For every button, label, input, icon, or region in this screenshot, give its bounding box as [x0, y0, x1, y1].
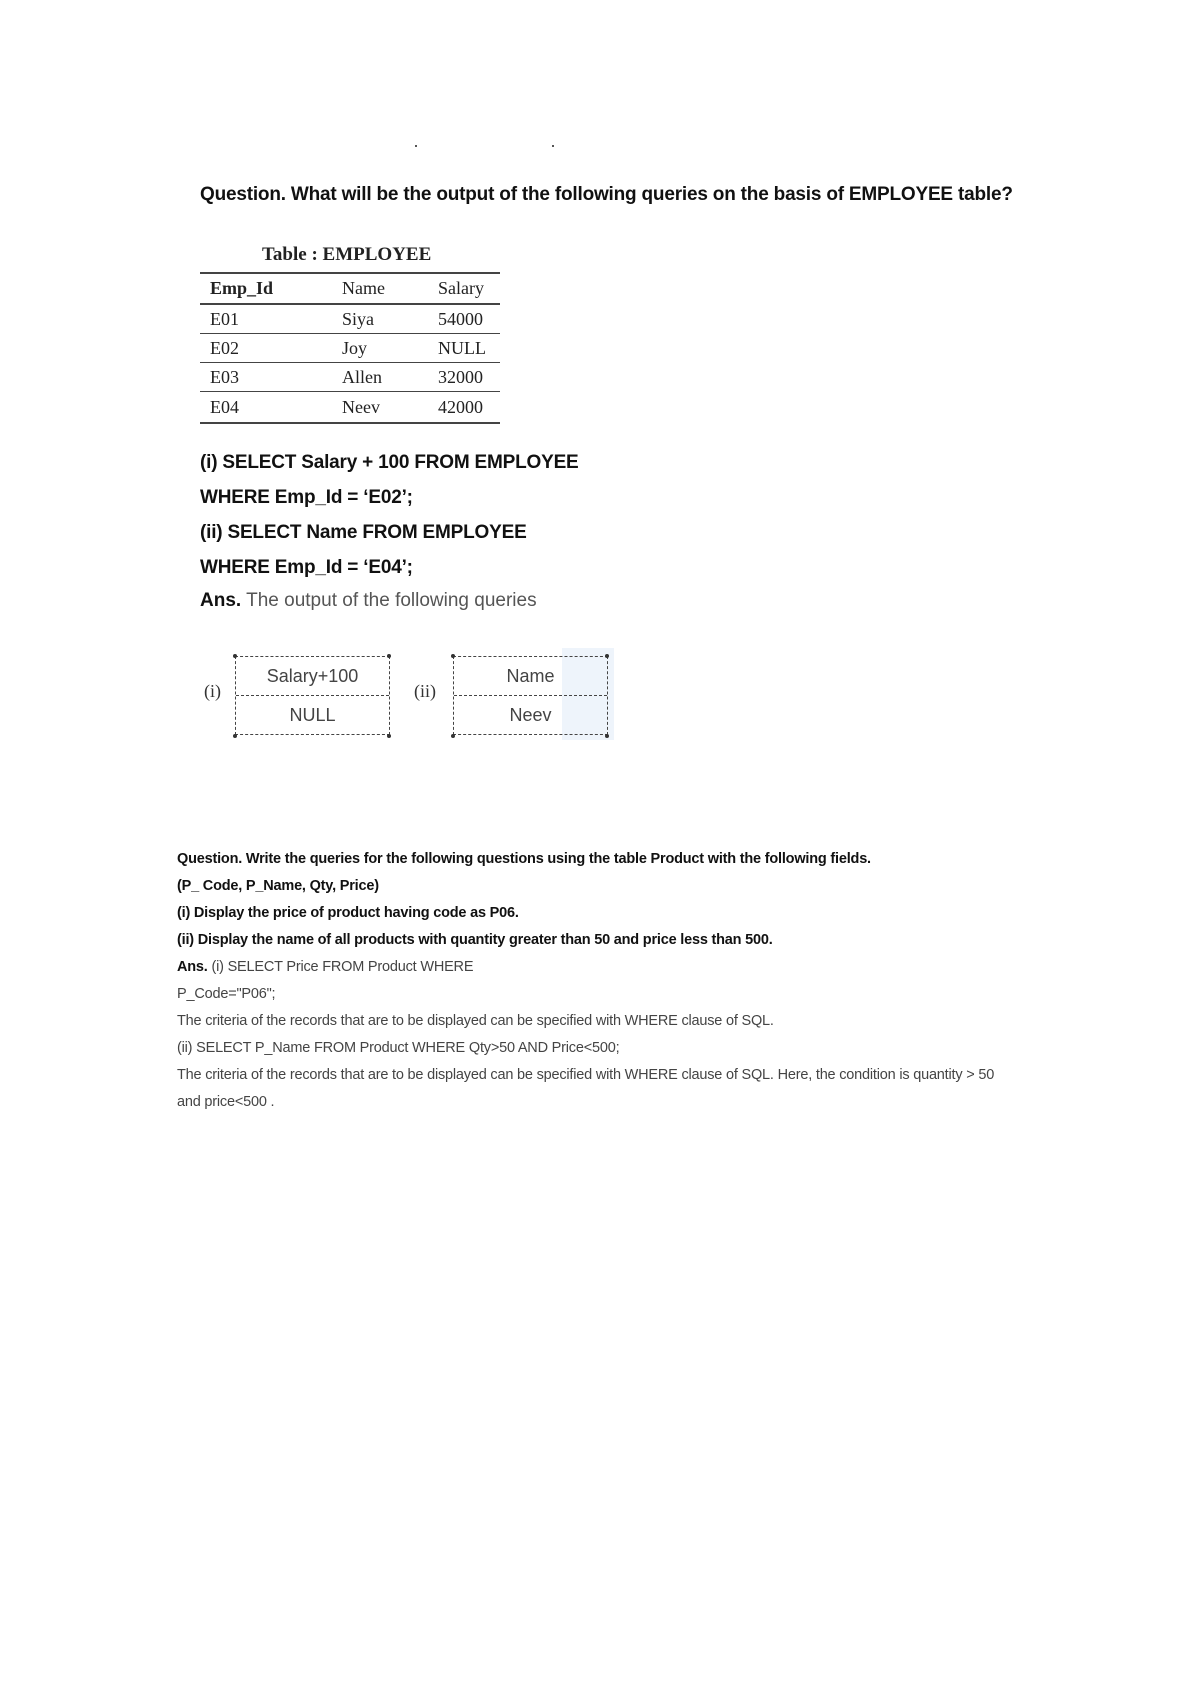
corner-dot: [605, 654, 609, 658]
question1-title: Question. What will be the output of the following queries on the basis of EMPLOYEE table?: [200, 184, 1013, 205]
question2-fields: (P_ Code, P_Name, Qty, Price): [177, 878, 379, 894]
table-row: [200, 304, 500, 334]
table-cell: Siya: [332, 304, 428, 334]
corner-dot: [233, 654, 237, 658]
query-line: (i) SELECT Salary + 100 FROM EMPLOYEE: [200, 452, 579, 473]
query-line: WHERE Emp_Id = ‘E02’;: [200, 487, 413, 508]
question2-part2: (ii) Display the name of all products with quantity greater than 50 and price less than 500.: [177, 932, 773, 948]
answer-line: [200, 590, 537, 612]
corner-dot: [387, 734, 391, 738]
output-value: Neev: [454, 695, 607, 734]
table-cell: E01: [200, 304, 332, 334]
column-header: Emp_Id: [200, 273, 332, 304]
answer-text: The output of the following queries: [246, 590, 537, 611]
table-cell: E04: [200, 392, 332, 424]
table-cell: Allen: [332, 363, 428, 392]
answer-line: The criteria of the records that are to be displayed can be specified with WHERE clause of SQL. Here, the condition is quantity > 50: [177, 1067, 995, 1083]
employee-table: [200, 272, 500, 424]
table-cell: E02: [200, 334, 332, 363]
answer-line: P_Code="P06";: [177, 986, 276, 1002]
column-header: Salary: [428, 273, 500, 304]
output-table: [235, 656, 390, 735]
question2-title: Question. Write the queries for the following questions using the table Product with the following fields.: [177, 851, 871, 867]
answer-text: (i) SELECT Price FROM Product WHERE: [211, 959, 474, 975]
output-label: (i): [204, 681, 221, 701]
table-header-row: [200, 273, 500, 304]
output-header: Salary+100: [266, 666, 359, 686]
corner-dot: [605, 734, 609, 738]
answer-line: and price<500 .: [177, 1094, 275, 1110]
corner-dot: [387, 654, 391, 658]
table-row: [200, 334, 500, 363]
decorative-dot: [415, 145, 417, 147]
answer-line: (ii) SELECT P_Name FROM Product WHERE Qty>50 AND Price<500;: [177, 1040, 620, 1056]
answer-line: The criteria of the records that are to be displayed can be specified with WHERE clause of SQL.: [177, 1013, 774, 1029]
table-row: [200, 363, 500, 392]
corner-dot: [451, 654, 455, 658]
table-cell: 32000: [428, 363, 500, 392]
table-cell: E03: [200, 363, 332, 392]
decorative-dot: [552, 145, 554, 147]
table-row: [200, 392, 500, 424]
output-table: [453, 656, 608, 735]
answer-label: Ans.: [177, 959, 208, 975]
corner-dot: [233, 734, 237, 738]
question2-part1: (i) Display the price of product having code as P06.: [177, 905, 519, 921]
column-header: Name: [332, 273, 428, 304]
employee-table-caption: Table : EMPLOYEE: [262, 244, 432, 265]
table-cell: Joy: [332, 334, 428, 363]
table-cell: Neev: [332, 392, 428, 424]
output-label: (ii): [414, 681, 436, 701]
table-cell: NULL: [428, 334, 500, 363]
question2-answer: [177, 959, 473, 975]
query-line: (ii) SELECT Name FROM EMPLOYEE: [200, 522, 527, 543]
corner-dot: [451, 734, 455, 738]
output-header: Name: [506, 666, 555, 686]
table-cell: 54000: [428, 304, 500, 334]
output-value: NULL: [236, 695, 389, 734]
answer-label: Ans.: [200, 590, 242, 611]
query-line: WHERE Emp_Id = ‘E04’;: [200, 557, 413, 578]
table-cell: 42000: [428, 392, 500, 424]
